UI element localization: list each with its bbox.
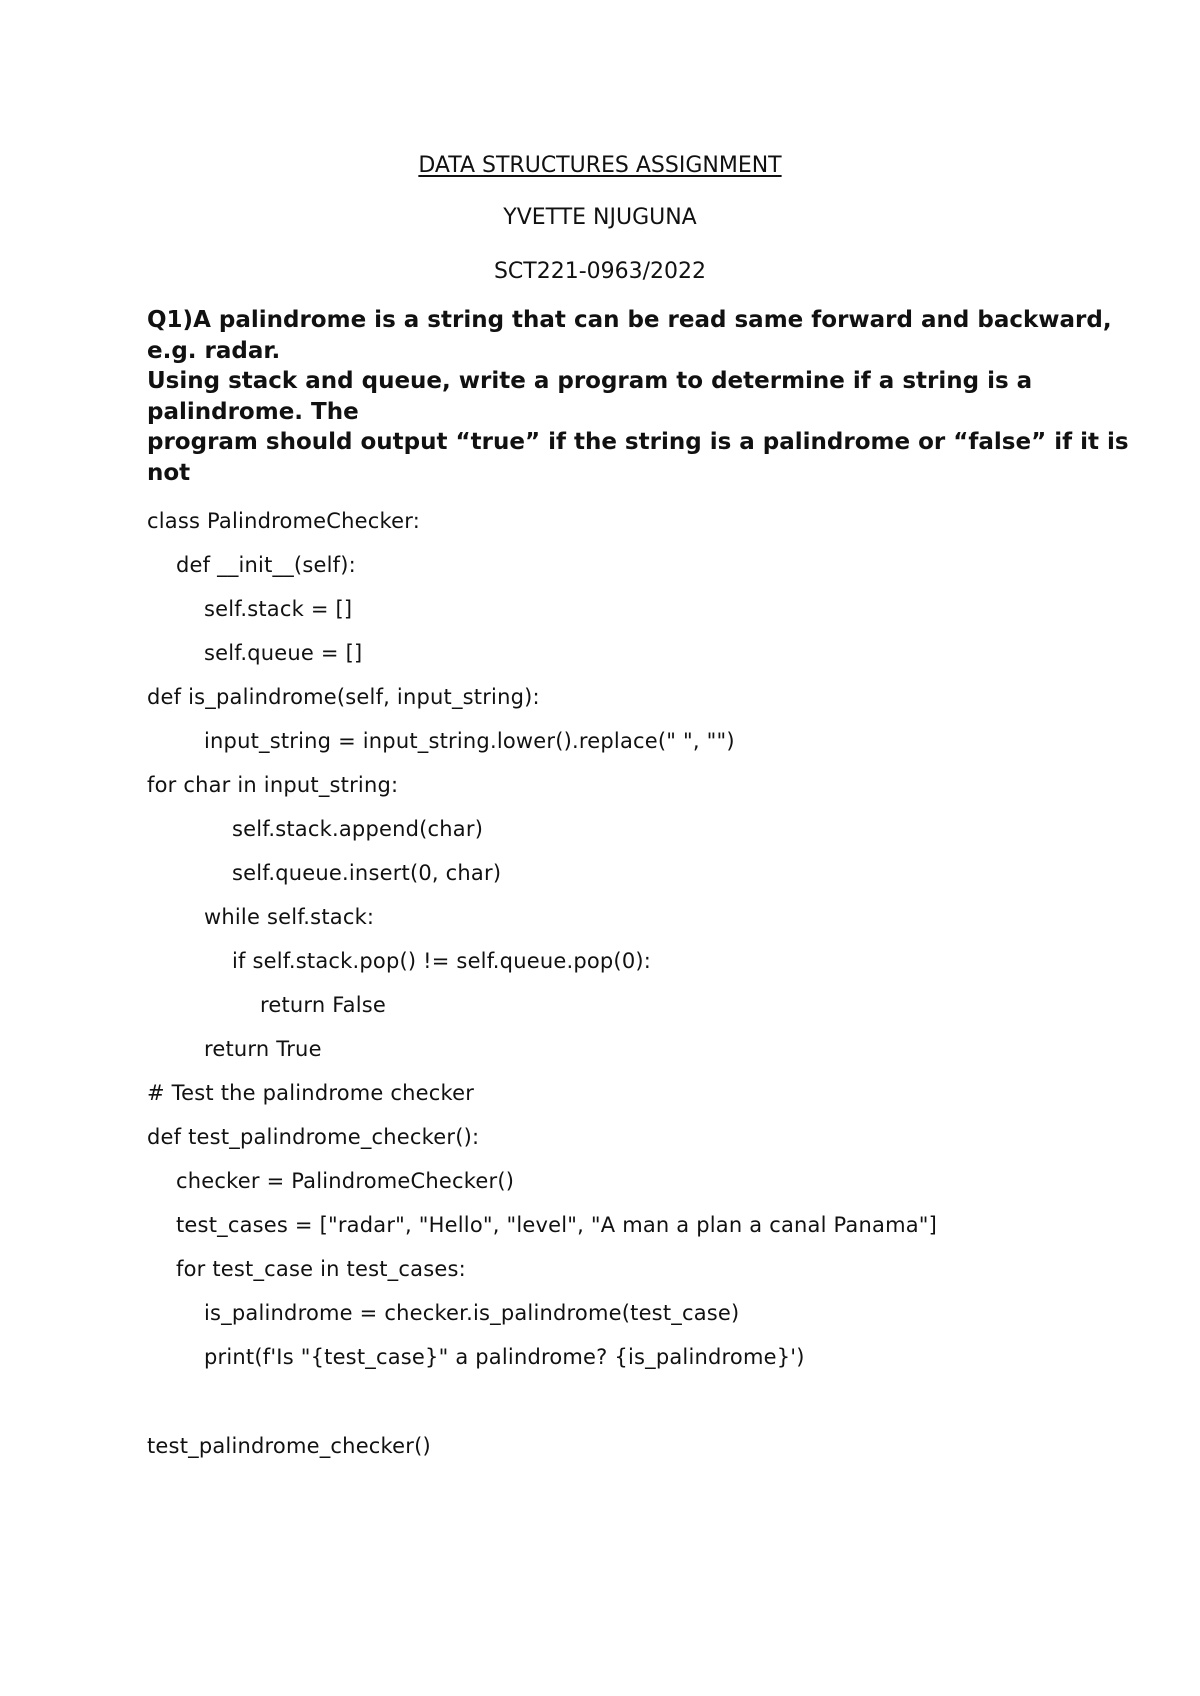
code-line: self.queue = []: [204, 641, 363, 665]
code-line: return False: [260, 993, 387, 1017]
code-line: input_string = input_string.lower().replace(" ", ""): [204, 729, 735, 753]
code-line: for test_case in test_cases:: [176, 1257, 466, 1281]
code-line: class PalindromeChecker:: [147, 509, 421, 533]
code-line: is_palindrome = checker.is_palindrome(test_case): [204, 1301, 740, 1325]
question-text: [147, 305, 1129, 488]
code-line: def is_palindrome(self, input_string):: [147, 685, 540, 709]
code-line: # Test the palindrome checker: [147, 1081, 475, 1105]
code-line: test_cases = ["radar", "Hello", "level", "A man a plan a canal Panama"]: [176, 1213, 938, 1237]
document-title: DATA STRUCTURES ASSIGNMENT: [418, 153, 782, 178]
code-line: for char in input_string:: [147, 773, 399, 797]
question-line: Q1)A palindrome is a string that can be read same forward and backward,: [147, 307, 1112, 333]
author-name: YVETTE NJUGUNA: [503, 205, 697, 230]
code-line: self.stack = []: [204, 597, 353, 621]
question-line: program should output “true” if the string is a palindrome or “false” if it is: [147, 429, 1129, 455]
code-line: def test_palindrome_checker():: [147, 1125, 480, 1149]
code-line: while self.stack:: [204, 905, 375, 929]
code-line: test_palindrome_checker(): [147, 1434, 431, 1458]
code-line: checker = PalindromeChecker(): [176, 1169, 515, 1193]
code-line: print(f'Is "{test_case}" a palindrome? {is_palindrome}'): [204, 1345, 805, 1369]
code-line: return True: [204, 1037, 322, 1061]
code-line: self.queue.insert(0, char): [232, 861, 502, 885]
question-line: e.g. radar.: [147, 337, 281, 364]
question-line: palindrome. The: [147, 398, 359, 425]
code-line: def __init__(self):: [176, 553, 356, 577]
question-line: not: [147, 459, 191, 486]
registration-number: SCT221-0963/2022: [493, 259, 707, 284]
code-line: self.stack.append(char): [232, 817, 484, 841]
question-line: Using stack and queue, write a program to determine if a string is a: [147, 368, 1033, 394]
code-line: if self.stack.pop() != self.queue.pop(0):: [232, 949, 652, 973]
